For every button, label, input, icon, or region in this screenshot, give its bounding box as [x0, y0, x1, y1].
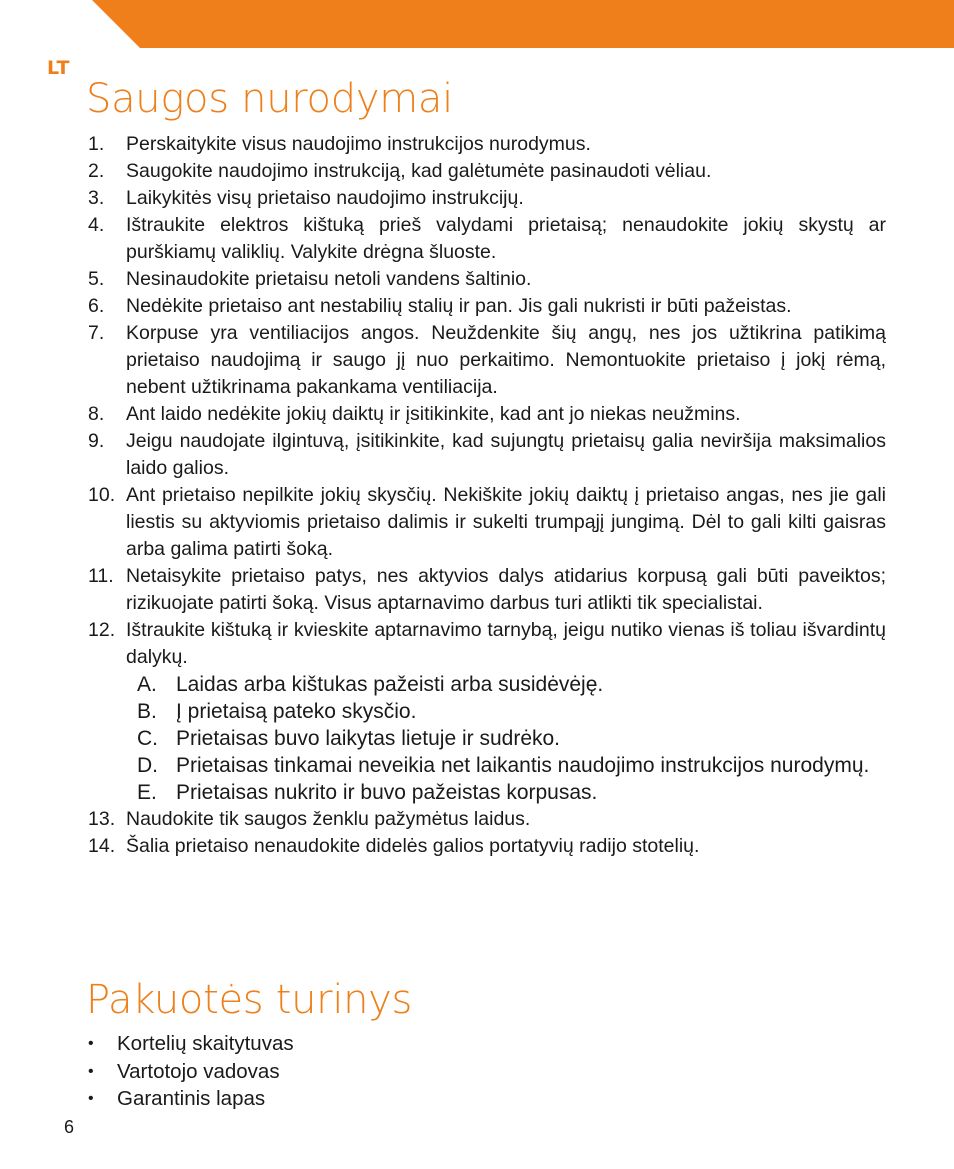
item-text: Ant prietaiso nepilkite jokių skysčių. Nekiškite jokių daiktų į prietaiso angas, nes jie gali liestis su aktyviomis prietaiso dalimis ir sukelti trumpąjį jungimą. Dėl to gali kilti gaisras arba galima patirti šoką.: [126, 484, 886, 560]
bullet-icon: •: [88, 1062, 94, 1080]
item-number: 14.: [88, 835, 116, 857]
list-item: [0, 266, 954, 293]
list-item: [0, 428, 954, 482]
bullet-text: Kortelių skaitytuvas: [117, 1032, 294, 1055]
item-number: 9.: [88, 430, 105, 452]
item-text: Netaisykite prietaiso patys, nes aktyvios dalys atidarius korpusą gali būti paveiktos; rizikuojate patirti šoką. Visus aptarnavimo darbus turi atlikti tik specialistai.: [126, 565, 886, 614]
item-number: 13.: [88, 808, 116, 830]
sub-item-letter: A.: [137, 673, 157, 696]
section-title-safety: Saugos nurodymai: [86, 76, 453, 122]
sub-item-text: Prietaisas nukrito ir buvo pažeistas korpusas.: [176, 781, 598, 804]
sub-item-letter: C.: [137, 727, 158, 750]
item-number: 4.: [88, 214, 105, 236]
list-item: [0, 158, 954, 185]
item-number: 12.: [88, 619, 116, 641]
item-text: Naudokite tik saugos ženklu pažymėtus laidus.: [126, 808, 531, 830]
sub-list-item: [0, 671, 954, 698]
sub-item-text: Laidas arba kištukas pažeisti arba susidėvėję.: [176, 673, 604, 696]
sub-list-item: [0, 752, 954, 779]
list-item: [0, 833, 954, 860]
header-banner: [0, 0, 954, 48]
item-text: Ištraukite elektros kištuką prieš valydami prietaisą; nenaudokite jokių skystų ar purškiamų valiklių. Valykite drėgna šluoste.: [126, 214, 886, 263]
list-item: [0, 482, 954, 563]
section-title-package-contents: Pakuotės turinys: [86, 977, 413, 1023]
list-item: [0, 1030, 954, 1058]
sub-list-item: [0, 725, 954, 752]
list-item: [0, 185, 954, 212]
list-item: [0, 320, 954, 401]
sub-item-letter: E.: [137, 781, 157, 804]
bullet-text: Garantinis lapas: [117, 1087, 266, 1110]
safety-instructions-list: [0, 131, 954, 860]
list-item: [0, 1058, 954, 1086]
item-number: 10.: [88, 484, 116, 506]
bullet-text: Vartotojo vadovas: [117, 1059, 280, 1083]
list-item: [0, 563, 954, 617]
list-item: [0, 212, 954, 266]
item-text: Jeigu naudojate ilgintuvą, įsitikinkite, kad sujungtų prietaisų galia neviršija maksimalios laido galios.: [126, 430, 886, 479]
sub-item-letter: B.: [137, 700, 157, 723]
language-tag: LT: [47, 57, 70, 79]
item-text: Nesinaudokite prietaisu netoli vandens šaltinio.: [126, 268, 532, 290]
item-number: 6.: [88, 295, 105, 317]
item-text: Ištraukite kištuką ir kvieskite aptarnavimo tarnybą, jeigu nutiko vienas iš toliau išvardintų dalykų.: [126, 619, 886, 668]
item-number: 3.: [88, 187, 105, 209]
sub-list-item: [0, 779, 954, 806]
sub-item-text: Prietaisas tinkamai neveikia net laikantis naudojimo instrukcijos nurodymų.: [176, 754, 870, 777]
item-text: Perskaitykite visus naudojimo instrukcijos nurodymus.: [126, 133, 591, 155]
item-number: 5.: [88, 268, 105, 290]
list-item: [0, 293, 954, 320]
item-text: Ant laido nedėkite jokių daiktų ir įsitikinkite, kad ant jo niekas neužmins.: [126, 403, 741, 425]
sub-item-text: Į prietaisą pateko skysčio.: [176, 700, 417, 723]
list-item: [0, 1085, 954, 1113]
package-contents-list: [0, 1030, 954, 1113]
item-number: 2.: [88, 160, 105, 182]
sub-item-text: Prietaisas buvo laikytas lietuje ir sudrėko.: [176, 727, 561, 750]
item-text: Šalia prietaiso nenaudokite didelės galios portatyvių radijo stotelių.: [126, 835, 700, 857]
sub-item-letter: D.: [137, 754, 158, 777]
item-number: 7.: [88, 322, 105, 344]
list-item: [0, 401, 954, 428]
bullet-icon: •: [88, 1035, 94, 1052]
list-item: [0, 131, 954, 158]
item-text: Saugokite naudojimo instrukciją, kad galėtumėte pasinaudoti vėliau.: [126, 160, 712, 182]
page-number: 6: [64, 1117, 75, 1137]
list-item: [0, 617, 954, 671]
sub-list-item: [0, 698, 954, 725]
item-text: Nedėkite prietaiso ant nestabilių stalių ir pan. Jis gali nukristi ir būti pažeistas.: [126, 295, 792, 317]
item-number: 11.: [88, 565, 114, 587]
item-number: 8.: [88, 403, 105, 425]
item-text: Korpuse yra ventiliacijos angos. Neuždenkite šių angų, nes jos užtikrina patikimą prietaiso naudojimą ir saugo jį nuo perkaitimo. Nemontuokite prietaiso į jokį rėmą, nebent užtikrinama pakankama ventiliacija.: [126, 322, 886, 398]
list-item: [0, 806, 954, 833]
item-number: 1.: [88, 133, 105, 155]
bullet-icon: •: [88, 1090, 94, 1107]
item-text: Laikykitės visų prietaiso naudojimo instrukcijų.: [126, 187, 524, 209]
